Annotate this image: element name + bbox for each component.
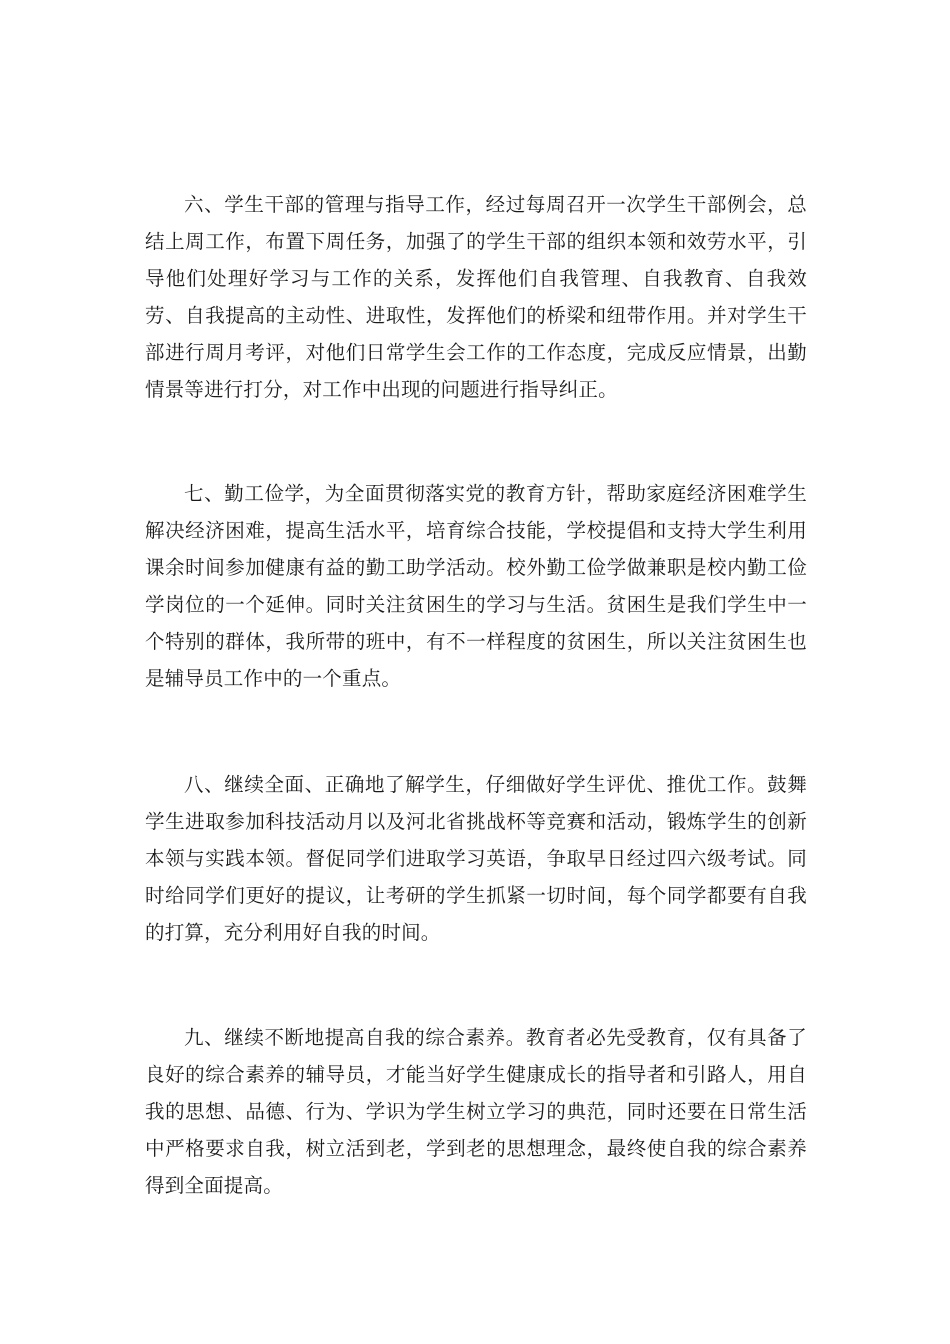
paragraph-eight: 八、继续全面、正确地了解学生，仔细做好学生评优、推优工作。鼓舞学生进取参加科技活动月以及河北省挑战杯等竞赛和活动，锻炼学生的创新本领与实践本领。督促同学们进取学习英语，争取早日经过四六级考试。同时给同学们更好的提议，让考研的学生抓紧一切时间，每个同学都要有自我的打算，充分利用好自我的时间。 (145, 773, 807, 944)
paragraph-seven: 七、勤工俭学，为全面贯彻落实党的教育方针，帮助家庭经济困难学生解决经济困难，提高生活水平，培育综合技能，学校提倡和支持大学生利用课余时间参加健康有益的勤工助学活动。校外勤工俭学做兼职是校内勤工俭学岗位的一个延伸。同时关注贫困生的学习与生活。贫困生是我们学生中一个特别的群体，我所带的班中，有不一样程度的贫困生，所以关注贫困生也是辅导员工作中的一个重点。 (145, 482, 807, 690)
paragraph-nine: 九、继续不断地提高自我的综合素养。教育者必先受教育，仅有具备了良好的综合素养的辅导员，才能当好学生健康成长的指导者和引路人，用自我的思想、品德、行为、学识为学生树立学习的典范，同时还要在日常生活中严格要求自我，树立活到老，学到老的思想理念，最终使自我的综合素养得到全面提高。 (145, 1026, 807, 1197)
paragraph-six: 六、学生干部的管理与指导工作，经过每周召开一次学生干部例会，总结上周工作，布置下周任务，加强了的学生干部的组织本领和效劳水平，引导他们处理好学习与工作的关系，发挥他们自我管理、自我教育、自我效劳、自我提高的主动性、进取性，发挥他们的桥梁和纽带作用。并对学生干部进行周月考评，对他们日常学生会工作的工作态度，完成反应情景，出勤情景等进行打分，对工作中出现的问题进行指导纠正。 (145, 193, 807, 401)
